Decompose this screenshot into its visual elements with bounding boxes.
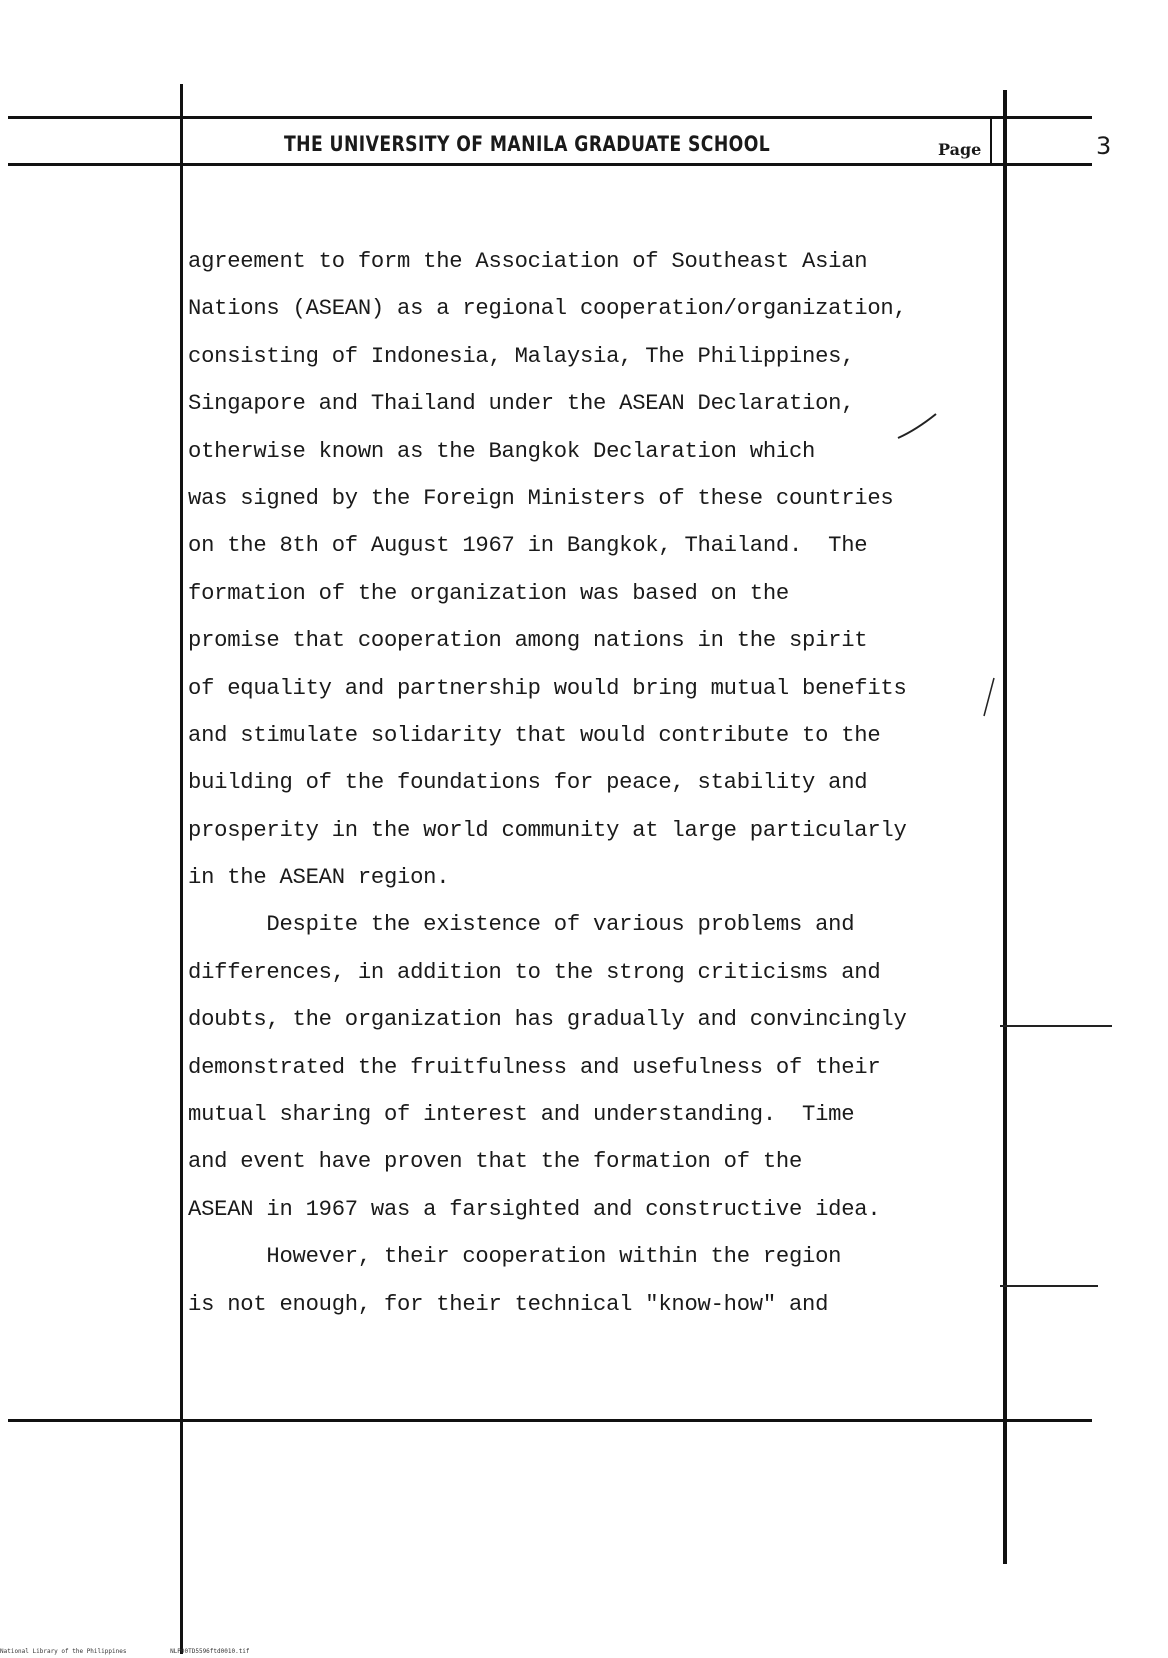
text-line: Despite the existence of various problems and [188,912,855,938]
text-line: However, their cooperation within the region [188,1244,842,1270]
top-rule [8,116,1092,119]
margin-tab-mark [1000,1025,1112,1027]
text-line: promise that cooperation among nations in the spirit [188,628,868,654]
text-line: formation of the organization was based on the [188,580,789,606]
text-line: agreement to form the Association of Southeast Asian [188,249,868,274]
right-margin-rule [1003,90,1007,1564]
text-line: ASEAN in 1967 was a farsighted and constructive idea. [188,1196,881,1222]
text-line: mutual sharing of interest and understanding. Time [188,1102,855,1128]
institution-heading: THE UNIVERSITY OF MANILA GRADUATE SCHOOL [284,132,771,156]
text-line: Nations (ASEAN) as a regional cooperation/organization, [188,296,907,322]
text-line: and event have proven that the formation of the [188,1149,803,1175]
text-line: was signed by the Foreign Ministers of these countries [188,485,894,511]
document-body [188,238,978,1328]
page-label: Page [938,140,982,159]
scan-footer [0,1648,290,1655]
text-line: demonstrated the fruitfulness and usefulness of their [188,1054,881,1080]
text-line: of equality and partnership would bring mutual benefits [188,675,907,701]
text-line: doubts, the organization has gradually and convincingly [188,1007,907,1033]
check-mark-icon [982,676,996,720]
text-line: on the 8th of August 1967 in Bangkok, Thailand. The [188,533,868,559]
text-line: differences, in addition to the strong criticisms and [188,959,881,985]
page-number: 3 [1096,132,1112,160]
text-line: otherwise known as the Bangkok Declaration which [188,438,816,464]
check-mark-icon [896,412,940,442]
text-line: consisting of Indonesia, Malaysia, The Philippines, [188,343,855,369]
text-line: Singapore and Thailand under the ASEAN Declaration, [188,391,855,417]
file-name: NLP00TD5596ftd0010.tif [170,1648,250,1655]
margin-tab-mark [1000,1285,1098,1287]
left-margin-rule [180,84,183,1654]
text-line: prosperity in the world community at large particularly [188,817,907,843]
library-credit: National Library of the Philippines [0,1648,127,1655]
header-page-divider [990,116,992,166]
text-line: and stimulate solidarity that would contribute to the [188,722,881,748]
bottom-rule [8,1419,1092,1422]
text-line: building of the foundations for peace, stability and [188,770,868,796]
text-line: in the ASEAN region. [188,865,450,891]
text-line: is not enough, for their technical "know-how" and [188,1291,829,1317]
header-rule [8,163,1092,166]
